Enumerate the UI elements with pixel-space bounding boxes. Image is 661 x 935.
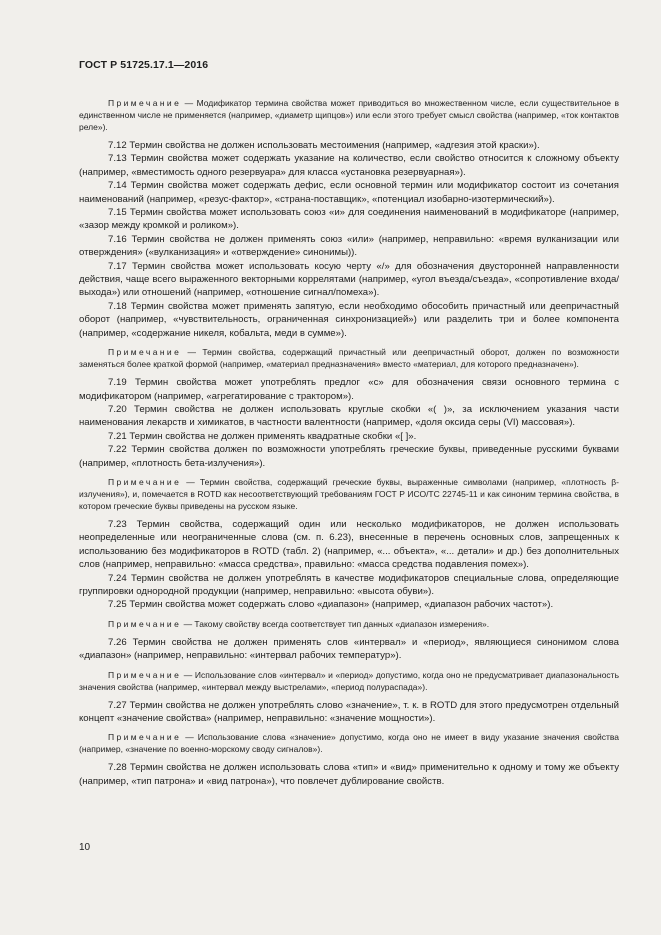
note-paragraph	[79, 97, 619, 133]
clause-paragraph: 7.25 Термин свойства может содержать слово «диапазон» (например, «диапазон рабочих частот»).	[108, 599, 554, 611]
clause-paragraph: 7.28 Термин свойства не должен использовать слова «тип» и «вид» применительно к одному и тому же объекту (например, «тип патрона» и «вид патрона»), что повлечет дублирование свойств.	[79, 762, 619, 787]
clause-paragraph: 7.20 Термин свойства не должен использовать круглые скобки «( )», за исключением указания части наименования лекарств и химикатов, в частности валентности (например, «доля оксида серы (VI) массовая»).	[79, 403, 619, 429]
clause-paragraph: 7.14 Термин свойства может содержать дефис, если основной термин или модификатор состоит из сочетания наименований (например, «резус-фактор», «страна-поставщик», «потенциал изобарно-изотермический»).	[79, 180, 619, 205]
note-text: — Использование слова «значение» допустимо, когда оно не имеет в виду указание значения свойства (например, «значение по военно-морскому своду сигналов»).	[79, 732, 619, 755]
note-label: Примечание	[108, 732, 182, 743]
clause-paragraph: 7.17 Термин свойства может использовать косую черту «/» для обозначения двусторонней направленности действия, чаще всего выраженного векторными коррелятами (например, «угол въезда/съезда», «сопротивление входа/выхода») или отношений (например, «отношение сигнал/помеха»).	[79, 260, 619, 299]
note-text: — Такому свойству всегда соответствует тип данных «диапазон измерения».	[181, 618, 490, 629]
document-header: ГОСТ Р 51725.17.1—2016	[79, 59, 209, 71]
clause-paragraph: 7.26 Термин свойства не должен применять слов «интервал» и «период», являющиеся синонимом слова «диапазон» (например, неправильно: «интервал рабочих температур»).	[79, 636, 619, 662]
document-body	[79, 91, 619, 788]
note-paragraph	[79, 476, 619, 512]
clause-paragraph: 7.16 Термин свойства не должен применять союз «или» (например, неправильно: «время вулканизации или отверждения» («вулканизация» и «отверждение» синонимы)).	[79, 233, 619, 259]
clause-paragraph: 7.21 Термин свойства не должен применять квадратные скобки «[ ]».	[108, 430, 417, 442]
clause-paragraph: 7.13 Термин свойства может содержать указание на количество, если свойство относится к сложному объекту (например, «вместимость одного резервуара» для класса «установка резервуарная»).	[79, 153, 619, 178]
note-text: — Термин свойства, содержащий греческие буквы, выраженные символами (например, «плотность β-излучения»), и, помечается в ROTD как несоответствующий требованиям ГОСТ Р ИСО/ТС 22745-11 и как синоним термина свойства, в котором греческие буквы приведены на русском языке.	[79, 476, 619, 511]
clause-paragraph: 7.12 Термин свойства не должен использовать местоимения (например, «адгезия этой краски»).	[108, 140, 540, 151]
note-label: Примечание	[108, 476, 182, 487]
clause-paragraph: 7.23 Термин свойства, содержащий один или несколько модификаторов, не должен использовать неопределенные или неограниченные слова (см. п. 6.23), внесенные в перечень основных слов, запрещенных к использованию без модификаторов в ROTD (табл. 2) (например, «... объекта», «... детали» и др.) без дополнительных слов (например, неправильно: «масса средства», правильно: «масса средства подавления помех»).	[79, 518, 619, 571]
page-number: 10	[79, 842, 91, 853]
note-text: — Термин свойства, содержащий причастный или деепричастный оборот, должен по возможности заменяться более краткой формой (например, «материал предназначения» вместо «материал, для которого предназначен»).	[79, 347, 619, 370]
clause-paragraph: 7.15 Термин свойства может использовать союз «и» для соединения наименований в модификаторе (например, «зазор между кромкой и роликом»).	[79, 207, 619, 232]
note-label: Примечание	[108, 347, 182, 358]
clause-paragraph: 7.19 Термин свойства может употреблять предлог «с» для обозначения связи основного термина с модификатором (например, «агрегатирование с трактором»).	[79, 377, 619, 402]
clause-paragraph: 7.27 Термин свойства не должен употреблять слово «значение», т. к. в ROTD для этого предусмотрен отдельный концепт «значение свойства» (например, неправильно: «значение мощности»).	[79, 699, 619, 724]
note-paragraph	[79, 669, 619, 693]
note-paragraph	[79, 731, 619, 755]
note-label: Примечание	[108, 98, 182, 108]
clause-paragraph: 7.18 Термин свойства может применять запятую, если необходимо обособить причастный или деепричастный оборот (например, «чувствительность, ограниченная синхронизацией») или разделить три и более компонента (например, «содержание никеля, кобальта, меди в сумме»).	[79, 300, 619, 339]
note-paragraph	[79, 618, 619, 630]
note-text: — Модификатор термина свойства может приводиться во множественном числе, если существительное в единственном числе не применяется (например, «диаметр щипцов») или если этого требует смысл свойства (например, «ток контактов реле»).	[79, 98, 619, 132]
note-label: Примечание	[108, 669, 182, 680]
note-paragraph	[79, 346, 619, 370]
note-label: Примечание	[108, 618, 182, 629]
clause-paragraph: 7.24 Термин свойства не должен употреблять в качестве модификаторов специальные слова, определяющие группировки однородной продукции (например, неправильно: «высота обуви»).	[79, 572, 619, 597]
clause-paragraph: 7.22 Термин свойства должен по возможности употреблять греческие буквы, приведенные русскими буквами (например, «плотность бета-излучения»).	[79, 444, 619, 469]
note-text: — Использование слов «интервал» и «период» допустимо, когда оно не предусматривает диапазональность значения свойства (например, «интервал между выстрелами», «период полураспада»).	[79, 669, 619, 692]
